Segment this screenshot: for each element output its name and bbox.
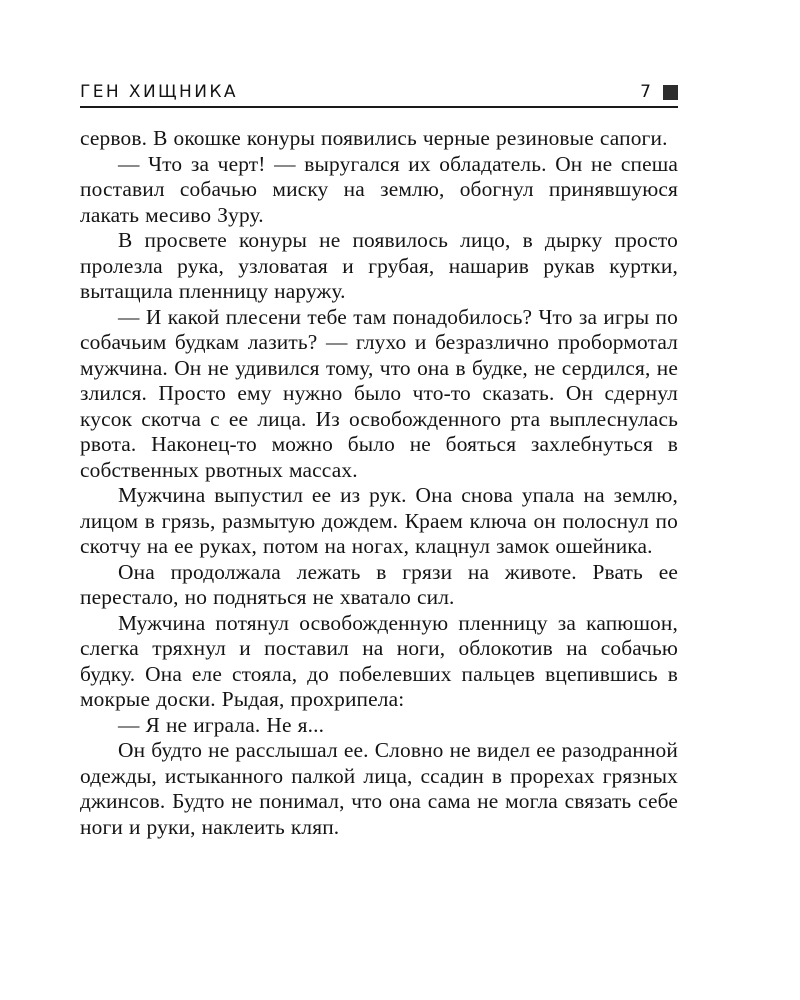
book-title: ГЕН ХИЩНИКА [80,82,238,102]
paragraph: Мужчина выпустил ее из рук. Она снова упала на землю, лицом в грязь, размытую дождем. Краем ключа он полоснул по скотчу на ее руках, потом на ногах, клацнул замок ошейника. [80,483,678,558]
square-marker-icon [663,85,678,100]
book-page [80,80,678,840]
paragraph: Мужчина потянул освобожденную пленницу за капюшон, слегка тряхнул и поставил на ноги, облокотив на собачью будку. Она еле стояла, до побелевших пальцев вцепившись в мокрые доски. Рыдая, прохрипела: [80,610,678,711]
running-header [80,80,678,108]
text-body [80,126,678,840]
paragraph: — И какой плесени тебе там понадобилось? Что за игры по собачьим будкам лазить? — глухо и безразлично пробормотал мужчина. Он не удивился тому, что она в будке, не сердился, не злился. Просто ему нужно было что-то сказать. Он сдернул кусок скотча с ее лица. Из освобожденного рта выплеснулась рвота. Наконец-то можно было не бояться захлебнуться в собственных рвотных массах. [80,304,678,482]
paragraph: — Я не играла. Не я... [118,712,325,737]
page-number: 7 [640,82,651,102]
page-number-group [640,82,678,102]
paragraph: сервов. В окошке конуры появились черные резиновые сапоги. [80,126,668,150]
paragraph: — Что за черт! — выругался их обладатель. Он не спеша поставил собачью миску на землю, обогнул принявшуюся лакать месиво Зуру. [80,151,678,227]
paragraph: Она продолжала лежать в грязи на животе. Рвать ее перестало, но подняться не хватало сил. [80,559,678,609]
paragraph: В просвете конуры не появилось лицо, в дырку просто пролезла рука, узловатая и грубая, нашарив рукав куртки, вытащила пленницу наружу. [80,228,678,303]
paragraph: Он будто не расслышал ее. Словно не видел ее разодранной одежды, истыканного палкой лица, ссадин в прорехах грязных джинсов. Будто не понимал, что она сама не могла связать себе ноги и руки, наклеить кляп. [80,738,678,839]
